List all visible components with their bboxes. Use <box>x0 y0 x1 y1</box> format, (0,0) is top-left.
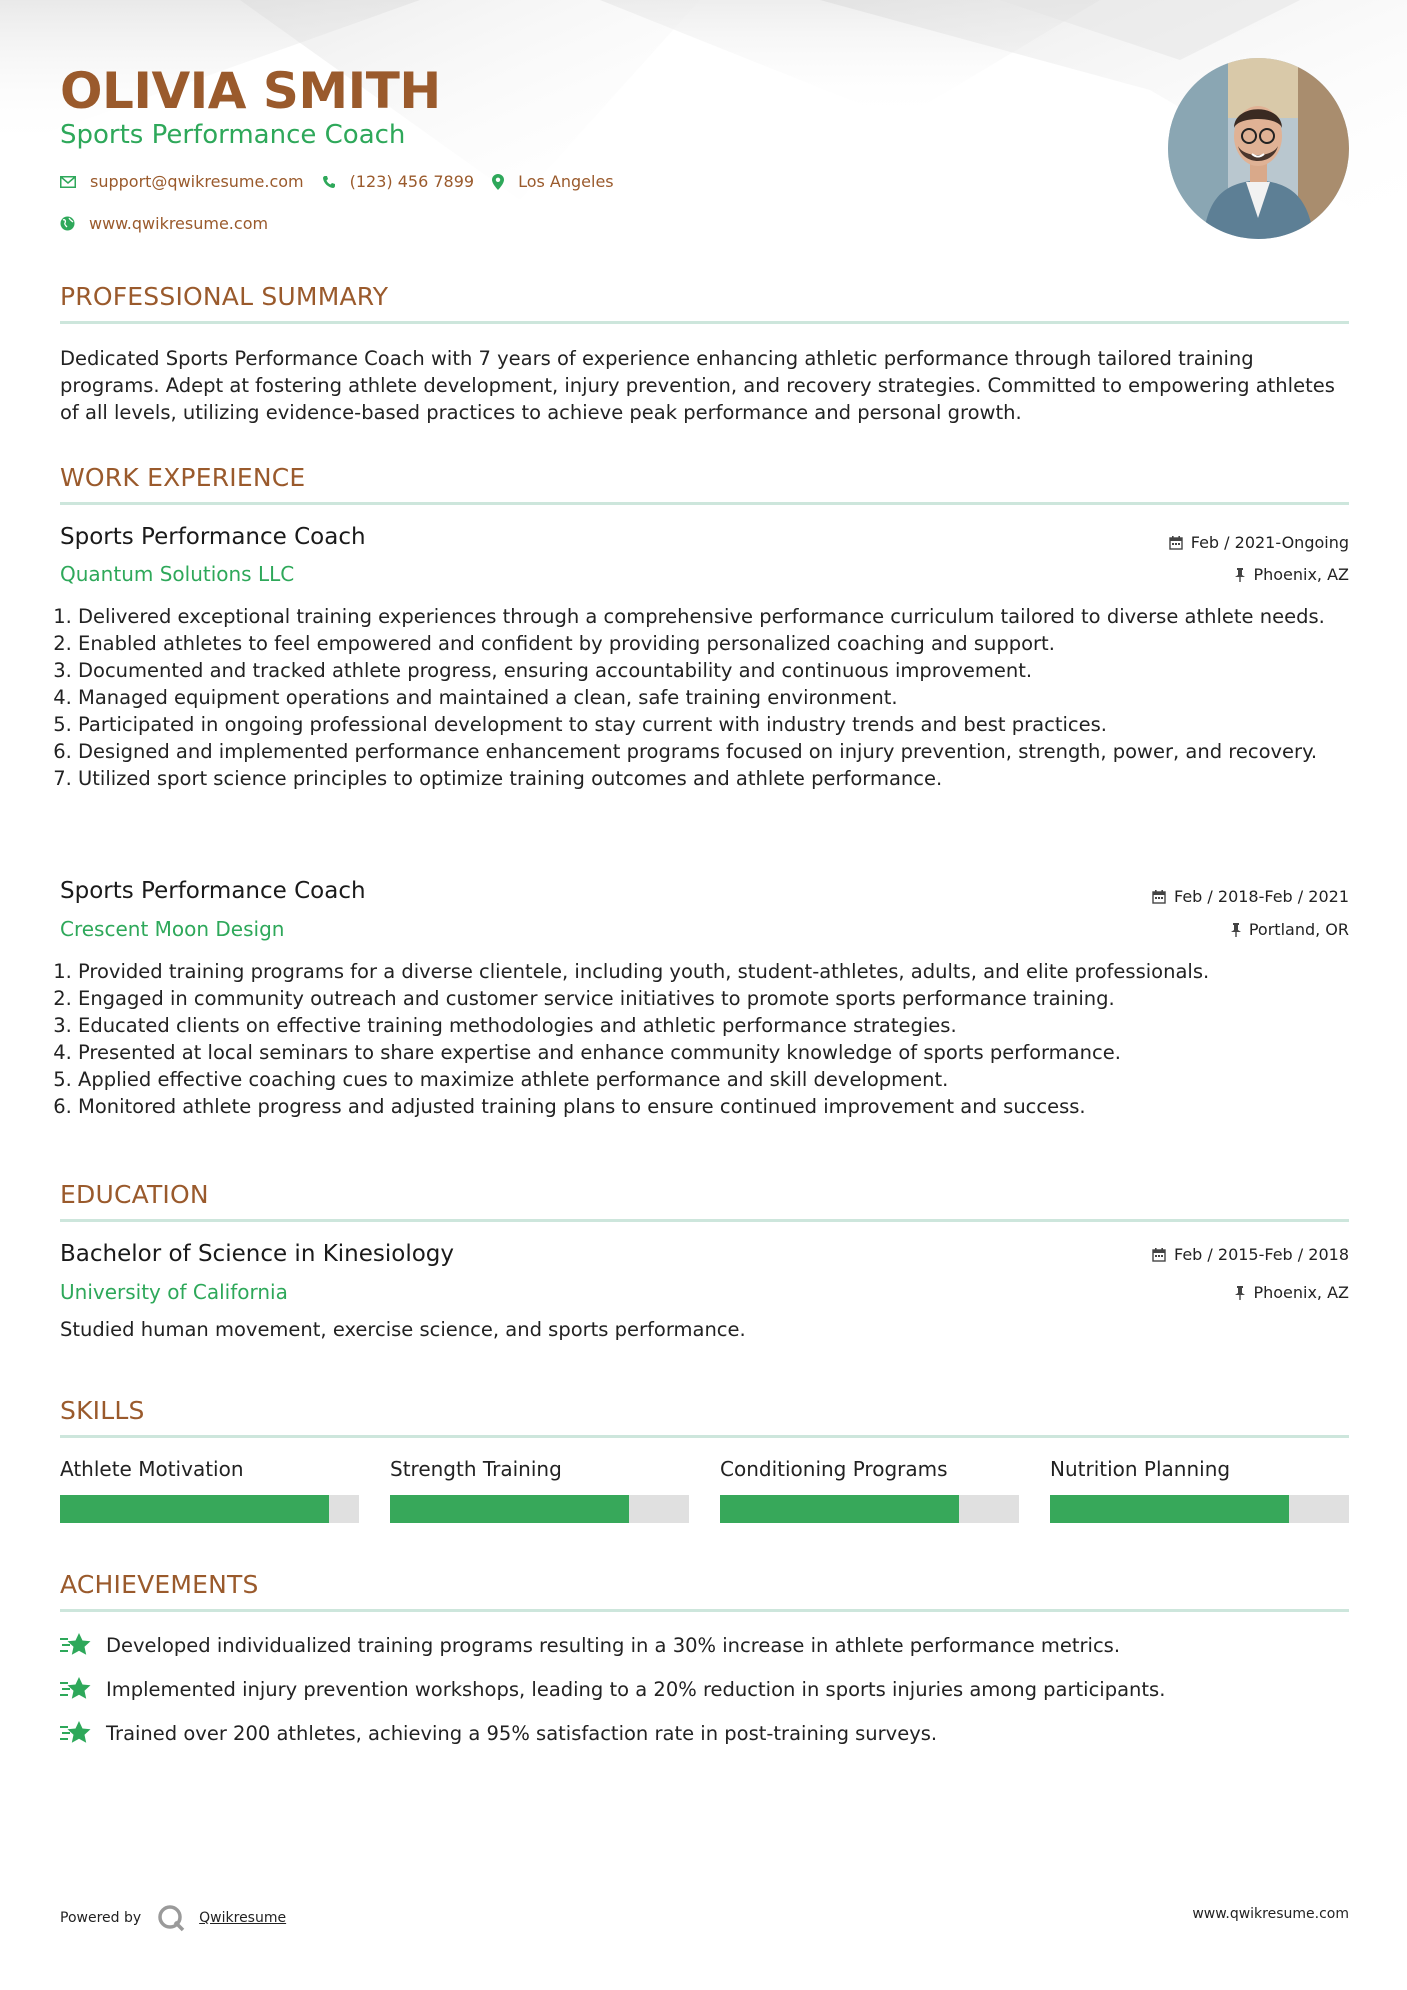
company-name: Crescent Moon Design <box>60 917 285 941</box>
qwikresume-logo-icon <box>157 1904 185 1932</box>
candidate-name: OLIVIA SMITH <box>60 62 441 120</box>
skill-item <box>60 1457 359 1481</box>
skill-bar-track <box>60 1495 359 1523</box>
pushpin-icon <box>1235 1286 1245 1300</box>
list-item: 6. Monitored athlete progress and adjusted training plans to ensure continued improvement and success. <box>78 1093 1349 1120</box>
skill-item <box>390 1457 689 1481</box>
achievement-item <box>60 1676 1165 1702</box>
globe-icon <box>60 216 75 231</box>
job-title: Sports Performance Coach <box>60 878 366 904</box>
candidate-title: Sports Performance Coach <box>60 120 406 150</box>
footer-website[interactable]: www.qwikresume.com <box>1192 1906 1349 1922</box>
email-text: support@qwikresume.com <box>90 172 304 191</box>
achievement-text: Implemented injury prevention workshops, leading to a 20% reduction in sports injuries among participants. <box>106 1677 1166 1701</box>
job-dates-text: Feb / 2021-Ongoing <box>1190 533 1349 552</box>
website-contact[interactable] <box>60 214 268 233</box>
phone-contact[interactable] <box>322 172 474 191</box>
person-portrait-icon <box>1168 58 1349 239</box>
experience-heading: WORK EXPERIENCE <box>60 463 306 492</box>
list-item: 1. Provided training programs for a diverse clientele, including youth, student-athletes, adults, and elite professionals. <box>78 958 1349 985</box>
email-contact[interactable] <box>60 172 304 191</box>
skills-heading: SKILLS <box>60 1396 145 1425</box>
company-name: Quantum Solutions LLC <box>60 562 295 586</box>
job-location-text: Phoenix, AZ <box>1253 565 1349 584</box>
list-item: 5. Participated in ongoing professional development to stay current with industry trends and best practices. <box>78 711 1349 738</box>
skill-bar-fill <box>720 1495 959 1523</box>
phone-icon <box>322 175 336 189</box>
job-title: Sports Performance Coach <box>60 524 366 550</box>
achievement-item <box>60 1720 937 1746</box>
star-icon <box>60 1632 92 1658</box>
job-location <box>1235 565 1349 584</box>
skill-item <box>720 1457 1019 1481</box>
list-item: 7. Utilized sport science principles to optimize training outcomes and athlete performance. <box>78 765 1349 792</box>
phone-text: (123) 456 7899 <box>349 172 475 191</box>
section-divider <box>60 1609 1349 1612</box>
list-item: 1. Delivered exceptional training experiences through a comprehensive performance curriculum tailored to diverse athlete needs. <box>78 603 1349 630</box>
degree-title: Bachelor of Science in Kinesiology <box>60 1241 455 1267</box>
qwikresume-link[interactable]: Qwikresume <box>199 1910 287 1926</box>
star-icon <box>60 1676 92 1702</box>
summary-text: Dedicated Sports Performance Coach with 7 years of experience enhancing athletic performance through tailored training programs. Adept at fostering athlete development, injury prevention, and recovery strategies. Committed to empowering athletes of all levels, utilizing evidence-based practices to achieve peak performance and personal growth. <box>60 347 1335 424</box>
skill-bar-fill <box>1050 1495 1289 1523</box>
envelope-icon <box>60 176 76 188</box>
list-item: 6. Designed and implemented performance enhancement programs focused on injury prevention, strength, power, and recovery. <box>78 738 1349 765</box>
pushpin-icon <box>1231 923 1241 937</box>
section-divider <box>60 321 1349 324</box>
pushpin-icon <box>1235 568 1245 582</box>
website-row <box>60 214 286 233</box>
job-bullets <box>60 958 1349 1120</box>
footer-powered-by <box>60 1904 286 1932</box>
job-location <box>1231 920 1349 939</box>
list-item: 4. Presented at local seminars to share expertise and enhance community knowledge of sports performance. <box>78 1039 1349 1066</box>
education-description: Studied human movement, exercise science, and sports performance. <box>60 1318 746 1341</box>
skill-label: Athlete Motivation <box>60 1457 244 1481</box>
map-pin-icon <box>492 174 504 190</box>
list-item: 2. Engaged in community outreach and customer service initiatives to promote sports performance training. <box>78 985 1349 1012</box>
achievement-item <box>60 1632 1120 1658</box>
list-item: 2. Enabled athletes to feel empowered and confident by providing personalized coaching and support. <box>78 630 1349 657</box>
job-dates <box>1169 533 1349 552</box>
education-heading: EDUCATION <box>60 1180 209 1209</box>
achievements-heading: ACHIEVEMENTS <box>60 1570 259 1599</box>
education-location <box>1235 1283 1349 1302</box>
education-location-text: Phoenix, AZ <box>1253 1283 1349 1302</box>
skill-label: Nutrition Planning <box>1050 1457 1231 1481</box>
section-divider <box>60 1219 1349 1222</box>
calendar-icon <box>1152 1248 1166 1262</box>
skill-bar-fill <box>60 1495 329 1523</box>
website-text: www.qwikresume.com <box>89 214 269 233</box>
calendar-icon <box>1169 536 1183 550</box>
section-divider <box>60 1435 1349 1438</box>
summary-heading: PROFESSIONAL SUMMARY <box>60 282 389 311</box>
profile-photo <box>1168 58 1349 239</box>
job-dates <box>1152 887 1349 906</box>
skill-bar-fill <box>390 1495 629 1523</box>
contact-row <box>60 172 632 191</box>
school-name: University of California <box>60 1280 288 1304</box>
job-dates-text: Feb / 2018-Feb / 2021 <box>1174 887 1349 906</box>
list-item: 4. Managed equipment operations and maintained a clean, safe training environment. <box>78 684 1349 711</box>
powered-by-label: Powered by <box>60 1910 142 1926</box>
calendar-icon <box>1152 890 1166 904</box>
skill-bar-track <box>1050 1495 1349 1523</box>
list-item: 3. Educated clients on effective training methodologies and athletic performance strategies. <box>78 1012 1349 1039</box>
location-contact <box>492 172 614 191</box>
skill-label: Strength Training <box>390 1457 562 1481</box>
education-dates-text: Feb / 2015-Feb / 2018 <box>1174 1245 1349 1264</box>
achievement-text: Developed individualized training programs resulting in a 30% increase in athlete performance metrics. <box>106 1633 1121 1657</box>
skill-bar-track <box>720 1495 1019 1523</box>
skill-item <box>1050 1457 1349 1481</box>
list-item: 5. Applied effective coaching cues to maximize athlete performance and skill development. <box>78 1066 1349 1093</box>
skill-label: Conditioning Programs <box>720 1457 948 1481</box>
location-text: Los Angeles <box>518 172 614 191</box>
star-icon <box>60 1720 92 1746</box>
achievement-text: Trained over 200 athletes, achieving a 95% satisfaction rate in post-training surveys. <box>106 1721 938 1745</box>
job-location-text: Portland, OR <box>1248 920 1349 939</box>
job-bullets <box>60 603 1349 792</box>
list-item: 3. Documented and tracked athlete progress, ensuring accountability and continuous improvement. <box>78 657 1349 684</box>
section-divider <box>60 502 1349 505</box>
skill-bar-track <box>390 1495 689 1523</box>
education-dates <box>1152 1245 1349 1264</box>
